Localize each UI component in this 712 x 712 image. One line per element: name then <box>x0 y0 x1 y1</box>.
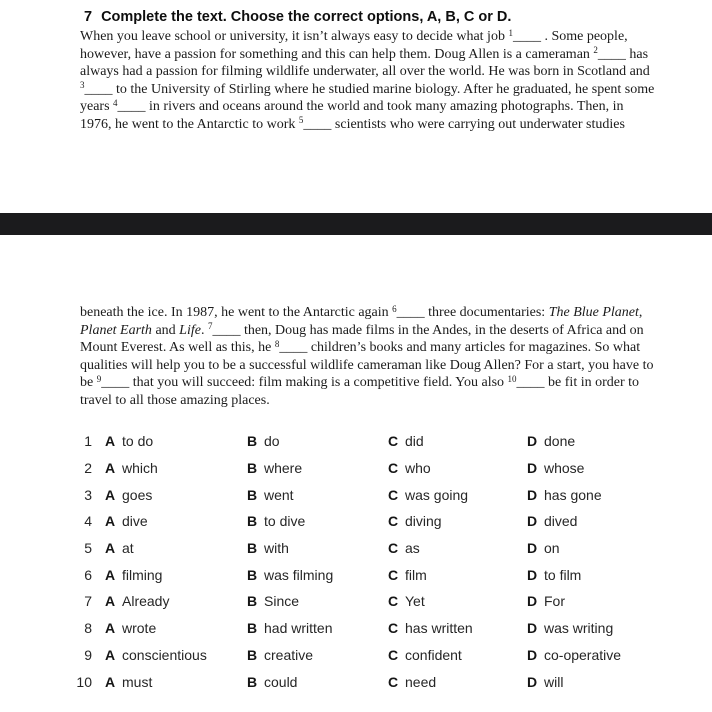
option-text: to dive <box>264 513 306 530</box>
option-8-C <box>388 620 527 636</box>
option-text: at <box>122 540 134 557</box>
option-letter-B: B <box>247 486 258 503</box>
blank-number: 10 <box>507 373 517 384</box>
option-text: conscientious <box>122 646 207 663</box>
option-row-10 <box>70 668 712 695</box>
option-text: to film <box>544 566 582 583</box>
option-text: Already <box>122 593 170 610</box>
option-letter-A: A <box>105 486 116 503</box>
passage-part-1 <box>80 28 654 133</box>
option-text: goes <box>122 486 153 503</box>
option-letter-D: D <box>527 646 538 663</box>
option-6-B <box>247 567 388 583</box>
option-letter-C: C <box>388 673 399 690</box>
option-10-B <box>247 674 388 690</box>
option-letter-B: B <box>247 673 258 690</box>
option-text: filming <box>122 566 163 583</box>
option-letter-B: B <box>247 460 258 477</box>
passage-text: ____ . Some people, <box>512 29 628 44</box>
exercise-instruction: Complete the text. Choose the correct options, A, B, C or D. <box>101 9 512 25</box>
passage-text: Mount Everest. As well as this, he <box>80 340 275 355</box>
option-7-C <box>388 593 527 609</box>
passage-text: 1976, he went to the Antarctic to work <box>80 116 299 132</box>
blank-number: 6 <box>392 303 397 314</box>
option-letter-A: A <box>105 593 116 610</box>
option-text: did <box>405 433 424 450</box>
option-text: had written <box>264 620 333 637</box>
option-letter-B: B <box>247 593 258 610</box>
option-row-1 <box>70 428 712 455</box>
option-letter-A: A <box>105 620 116 637</box>
option-text: could <box>264 673 298 690</box>
option-2-A <box>105 460 247 476</box>
passage-text: ____ scientists who were carrying out underwater studies <box>303 116 625 132</box>
option-letter-D: D <box>527 593 538 610</box>
option-letter-B: B <box>247 540 258 557</box>
option-letter-A: A <box>105 513 116 530</box>
passage-line <box>80 98 654 116</box>
option-letter-B: B <box>247 513 258 530</box>
option-letter-D: D <box>527 513 538 530</box>
passage-text: be <box>80 375 97 390</box>
option-text: has written <box>405 620 473 637</box>
option-4-B <box>247 513 388 529</box>
question-number: 8 <box>84 620 92 637</box>
passage-line <box>80 392 653 410</box>
passage-text: always had a passion for filming wildlife underwater, all over the world. He was born in Scotland and <box>80 64 650 79</box>
option-row-2 <box>70 455 712 482</box>
option-text: wrote <box>122 620 157 637</box>
option-text: confident <box>405 646 462 663</box>
option-text: whose <box>544 460 585 477</box>
option-text: Yet <box>405 593 425 610</box>
question-number: 3 <box>84 486 92 503</box>
option-6-D <box>527 567 712 583</box>
passage-line <box>80 46 654 64</box>
option-text: need <box>405 673 437 690</box>
option-text: diving <box>405 513 442 530</box>
option-letter-B: B <box>247 620 258 637</box>
option-1-C <box>388 433 527 449</box>
option-text: dive <box>122 513 148 530</box>
question-number: 5 <box>84 540 92 557</box>
option-10-C <box>388 674 527 690</box>
option-letter-A: A <box>105 540 116 557</box>
option-9-A <box>105 647 247 663</box>
option-letter-D: D <box>527 460 538 477</box>
question-number: 4 <box>84 513 92 530</box>
option-2-B <box>247 460 388 476</box>
option-letter-C: C <box>388 540 399 557</box>
option-5-D <box>527 540 712 556</box>
option-text: co-operative <box>544 646 622 663</box>
option-text: on <box>544 540 560 557</box>
option-5-C <box>388 540 527 556</box>
option-2-D <box>527 460 712 476</box>
passage-text: years <box>80 99 114 114</box>
blank-number: 4 <box>113 97 118 108</box>
option-text: was writing <box>544 620 614 637</box>
passage-text: and <box>151 322 180 338</box>
option-row-7 <box>70 588 712 615</box>
question-number: 7 <box>84 593 92 610</box>
option-text: Since <box>264 593 300 610</box>
option-4-D <box>527 513 712 529</box>
option-text: done <box>544 433 576 450</box>
question-number: 9 <box>84 646 92 663</box>
passage-line <box>80 28 654 46</box>
option-letter-D: D <box>527 673 538 690</box>
option-letter-B: B <box>247 433 258 450</box>
option-text: which <box>122 460 158 477</box>
option-letter-A: A <box>105 646 116 663</box>
option-3-C <box>388 487 527 503</box>
blank-number: 7 <box>207 321 213 331</box>
blank-number: 5 <box>298 115 304 125</box>
option-row-6 <box>70 561 712 588</box>
option-text: must <box>122 673 153 690</box>
option-10-D <box>527 674 712 690</box>
option-letter-B: B <box>247 566 258 583</box>
option-text: creative <box>264 646 314 663</box>
option-7-D <box>527 593 712 609</box>
option-3-A <box>105 487 247 503</box>
passage-text: ____ then, Doug has made films in the Andes, in the deserts of Africa and on <box>212 322 644 338</box>
option-10-A <box>105 674 247 690</box>
passage-text: , <box>638 305 643 320</box>
option-text: has gone <box>544 486 602 503</box>
blank-number: 8 <box>274 338 280 349</box>
option-8-B <box>247 620 388 636</box>
passage-line <box>80 81 654 99</box>
option-letter-A: A <box>105 566 116 583</box>
passage-text: beneath the ice. In 1987, he went to the Antarctic again <box>80 305 393 320</box>
option-row-5 <box>70 535 712 562</box>
blank-number: 1 <box>508 27 513 38</box>
question-number: 2 <box>84 460 92 477</box>
option-4-A <box>105 513 247 529</box>
option-4-C <box>388 513 527 529</box>
option-letter-B: B <box>247 646 258 663</box>
blank-number: 2 <box>593 45 598 55</box>
option-1-A <box>105 433 247 449</box>
option-text: will <box>544 673 564 690</box>
option-text: dived <box>544 513 578 530</box>
passage-text: qualities will help you to be a successful wildlife cameraman like Doug Allen? For a start, you have to <box>80 357 654 373</box>
option-text: as <box>405 540 420 557</box>
option-letter-C: C <box>388 433 399 450</box>
italic-text: Life <box>179 322 201 338</box>
black-divider-bar <box>0 213 712 235</box>
option-letter-C: C <box>388 593 399 610</box>
exercise-title <box>84 9 511 25</box>
option-1-B <box>247 433 388 449</box>
blank-number: 3 <box>80 80 85 90</box>
option-text: was going <box>405 486 469 503</box>
option-letter-C: C <box>388 620 399 637</box>
option-6-A <box>105 567 247 583</box>
option-7-B <box>247 593 388 609</box>
option-letter-C: C <box>388 566 399 583</box>
passage-text: ____ children’s books and many articles for magazines. So what <box>279 340 641 355</box>
option-2-C <box>388 460 527 476</box>
option-letter-C: C <box>388 646 399 663</box>
option-letter-C: C <box>388 513 399 530</box>
option-text: do <box>264 433 280 450</box>
option-3-B <box>247 487 388 503</box>
passage-line <box>80 339 653 357</box>
passage-line <box>80 116 654 134</box>
passage-text: ____ three documentaries: <box>396 305 549 320</box>
option-row-8 <box>70 615 712 642</box>
option-9-C <box>388 647 527 663</box>
option-letter-D: D <box>527 540 538 557</box>
option-row-3 <box>70 481 712 508</box>
option-9-B <box>247 647 388 663</box>
option-7-A <box>105 593 247 609</box>
option-5-B <box>247 540 388 556</box>
question-number: 6 <box>84 566 92 583</box>
option-row-9 <box>70 642 712 669</box>
option-text: was filming <box>264 566 334 583</box>
option-text: went <box>264 486 294 503</box>
option-5-A <box>105 540 247 556</box>
option-6-C <box>388 567 527 583</box>
option-letter-C: C <box>388 460 399 477</box>
passage-text: ____ has <box>597 46 649 62</box>
option-letter-A: A <box>105 673 116 690</box>
passage-line <box>80 374 653 392</box>
option-letter-C: C <box>388 486 399 503</box>
passage-text: ____ in rivers and oceans around the world and took many amazing photographs. Then, in <box>117 99 624 114</box>
passage-text: . <box>200 322 208 338</box>
passage-line <box>80 63 654 81</box>
passage-text: ____ to the University of Stirling where he studied marine biology. After he graduated, he spent some <box>84 81 655 97</box>
passage-text: travel to all those amazing places. <box>80 392 270 408</box>
italic-text: The Blue Planet <box>548 305 639 320</box>
passage-text: ____ that you will succeed: film making is a competitive field. You also <box>101 375 508 390</box>
option-8-D <box>527 620 712 636</box>
exercise-number: 7 <box>84 9 93 25</box>
option-letter-D: D <box>527 433 538 450</box>
passage-part-2 <box>80 304 653 409</box>
option-8-A <box>105 620 247 636</box>
question-number: 1 <box>84 433 92 450</box>
option-text: with <box>264 540 289 557</box>
passage-line <box>80 357 653 375</box>
option-text: to do <box>122 433 154 450</box>
option-3-D <box>527 487 712 503</box>
option-letter-D: D <box>527 566 538 583</box>
option-text: where <box>264 460 303 477</box>
option-letter-A: A <box>105 433 116 450</box>
options-table <box>70 428 712 695</box>
italic-text: Planet Earth <box>80 322 152 338</box>
option-text: who <box>405 460 431 477</box>
passage-line <box>80 304 653 322</box>
passage-line <box>80 322 653 340</box>
option-letter-D: D <box>527 486 538 503</box>
option-9-D <box>527 647 712 663</box>
option-1-D <box>527 433 712 449</box>
question-number: 10 <box>76 673 92 690</box>
option-row-4 <box>70 508 712 535</box>
passage-text: ____ be fit in order to <box>516 375 640 390</box>
blank-number: 9 <box>96 373 102 384</box>
option-letter-D: D <box>527 620 538 637</box>
option-letter-A: A <box>105 460 116 477</box>
passage-text: When you leave school or university, it isn’t always easy to decide what job <box>80 29 509 44</box>
passage-text: however, have a passion for something and this can help them. Doug Allen is a cameraman <box>80 46 594 62</box>
option-text: For <box>544 593 565 610</box>
option-text: film <box>405 566 427 583</box>
